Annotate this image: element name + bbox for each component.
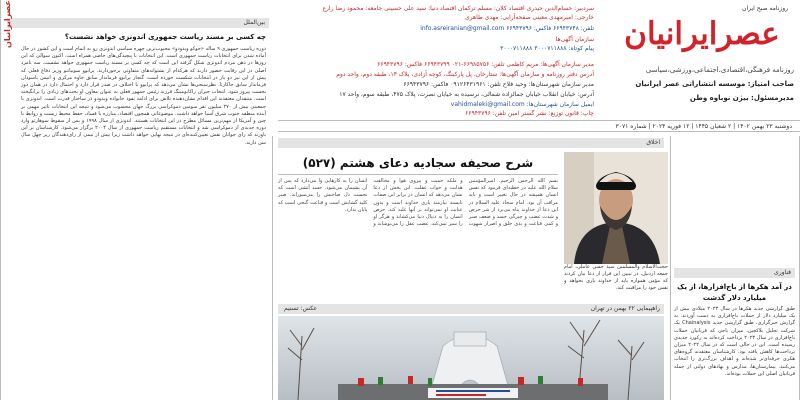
section-header-international — [7, 18, 269, 28]
section-header-technology — [674, 268, 795, 278]
credits-sms: پیام کوتاه: ۳۰۰۰۷۱۱۸۸۸ ۳۰۰۰۷۱۱۸۸۸ — [500, 45, 594, 52]
credits-address: آدرس دفتر روزنامه و سازمان آگهی‌ها: ستارخان، پل پارکینگ، کوچه آزادی، پلاک ۱۴، طبقه دوم، واحد دوم — [336, 71, 594, 78]
credits-email[interactable]: ایمیل سازمان شهرستان‌ها: vahidmaleki@gmail.com — [450, 101, 594, 108]
photo-caption: راهپیمایی ۲۲ بهمن در تهران — [590, 305, 660, 312]
article-title-indonesia[interactable]: چه کسی بر مسند ریاست جمهوری اندونزی خواهد نشست؟ — [64, 33, 266, 41]
ethics-column — [272, 136, 670, 400]
rally-image — [278, 316, 664, 400]
photo-header — [278, 304, 664, 314]
credits-editors: سردبیر: حسام‌الدین حیدری اقتصاد کلان: مسلم ترکمان اقتصاد دنیا: سید علی حسینی جامعه: محمود رضا زارع — [322, 5, 594, 12]
credits-print: چاپ: قانون توزیع: نشر گستر امین تلفن: ۶۶۹۴۳۷۹۶ — [465, 110, 594, 117]
cleric-portrait — [564, 152, 668, 264]
credits-provinces: مدیر سازمان شهرستان‌ها: وحید فلاح تلفن: ۰۹۱۲۶۴۳۱۹۶۱ فاکس: ۶۶۹۴۳۷۹۶ — [403, 81, 594, 88]
technology-column — [670, 136, 800, 400]
newspaper-logo[interactable]: عصرایرانیان — [624, 16, 780, 52]
column-divider — [272, 136, 273, 400]
article-body-indonesia: دوره ریاست جمهوری ۹ ساله «جوکو ویدودو» محبوب‌ترین چهره سیاسی اندونزی رو به اتمام است و این کشور در حال آماده شدن برای انتخابات ریاست جمهوری است. این انتخابات با پیچیدگی‌های خاصی همراه است. اکنون سوالی که این روزها در ذهن مردم اندونزی شکل گرفته این است که چه کسی بر مسند ریاست جمهوری خواهد نشست. سه نامزد اصلی در این رقابت حضور دارند که هرکدام از پشتوانه‌های متفاوتی برخوردارند. پرابوو سوبیانتو وزیر دفاع فعلی که پیش از این نیز دو بار در انتخابات شکست خورده است، گنجار پرانوو فرماندار سابق جاوه مرکزی و انیس باسودان فرماندار سابق جاکارتا. نظرسنجی‌ها نشان می‌دهد که پرابوو با اختلاف در صدر قرار دارد و احتمال دارد در همان دور نخست پیروز شود. انتخاب جبران راکابومینگ فرزند رئیس جمهور فعلی به عنوان معاون او بحث‌های زیادی را برانگیخته است. منتقدان معتقدند این اقدام نشان‌دهنده تلاش برای ادامه نفوذ خانواده ویدودو در ساختار قدرت است. اندونزی با جمعیتی بیش از ۲۷۰ میلیون نفر سومین دموکراسی بزرگ جهان محسوب می‌شود و نتیجه این انتخابات تاثیر مهمی بر آینده منطقه جنوب شرق آسیا خواهد داشت. موضوعاتی همچون اقتصاد، مبارزه با فساد، حفظ محیط زیست و روابط با چین و آمریکا از مهم‌ترین مسائل مطرح در این انتخابات هستند. اندونزی از سال ۱۹۹۸ و پس از سقوط سوهارتو وارد دوره جدیدی از دموکراسی شد و انتخابات مستقیم ریاست جمهوری از سال ۲۰۰۴ برگزار می‌شود. کارشناسان بر این باورند که رای جوانان نقش تعیین‌کننده‌ای در نتیجه نهایی خواهد داشت زیرا بیش از نیمی از رای‌دهندگان زیر چهل سال سن دارند. — [21, 46, 266, 146]
credits-staff: خارجی: امیرمهدی معینی صفحه‌آرایی: مهدی طاهری — [464, 14, 594, 21]
credits-contact[interactable]: تلفن: ۶۶۹۴۳۷۴۸ فاکس: ۶۶۹۴۳۷۹۶ info.asreiranian@gmail.com — [420, 25, 594, 32]
article-body-sahife: بسم الله الرحمن الرحیم. امیرالمؤمنین سلام الله علیه در خطبه‌ای فرمود که نفس انسان همیشه در حال تغییر است و باید مراقب آن بود. امام سجاد علیه السلام در این دعا از خداوند پناه می‌برد از شر حرص و شدت غضب و چیرگی حسد و ضعف صبر و کمی قناعت و بدی خلق و اصرار شهوت و ملکه حمیت و پیروی هوا و مخالفت هدایت و خواب غفلت. این بخش از دعا نشان می‌دهد که انسان در برابر این صفات ناپسند نیازمند یاری خداوند است و بدون عنایت او نمی‌تواند بر آنها غلبه کند. حرص انسان را به دنبال دنیا می‌کشاند و هرگز او را سیر نمی‌کند. غضب عقل را می‌پوشاند و انسان را به کارهایی وا می‌دارد که پس از آن پشیمان می‌شود. حسد آتشی است که نخست دل صاحبش را می‌سوزاند. صبر کلید گشایش است و قناعت گنجی است که پایان ندارد. — [278, 178, 558, 228]
masthead-editor: مدیرمسئول: بیژن نوباوه وطن — [689, 94, 794, 102]
credits-ads-heading: سازمان آگهی‌ها — [555, 36, 594, 43]
watermark-stamp — [1, 0, 23, 82]
stamp-text: عصرایرانیان — [3, 0, 12, 48]
article-title-ransomware[interactable]: در آمد هکرها از باج‌افزارها، از یک میلیارد دلار گذشت — [677, 283, 792, 302]
credits-box — [278, 0, 598, 136]
title-divider — [278, 174, 558, 175]
masthead-owner: صاحب امتیاز: موسسه انتشاراتی عصر ایرانیان — [635, 80, 794, 88]
article-body-ransomware: طبق گزارشی جدید هکرها در سال ۲۰۲۳ میلادی بیش از یک میلیارد دلار از حملات باج‌افزاری به دست آوردند. به گزارش خبرگزاری، طبق گزارشی جدید Chainalysis یک شرکت تحلیل بلاکچین، میزان باجی که قربانیان حملات باج‌افزاری در سال ۲۰۲۳ پرداخت کرده‌اند به رکورد جدیدی رسیده است. این در حالی است که در سال ۲۰۲۲ میزان پرداخت‌ها کاهش یافته بود. کارشناسان معتقدند گروه‌های هکری حرفه‌ای‌تر شده‌اند و اهداف بزرگ‌تری را انتخاب می‌کنند. بیمارستان‌ها، مدارس و نهادهای دولتی از جمله قربانیان اصلی این حملات بوده‌اند. — [674, 306, 795, 377]
date-bar: دوشنبه ۲۳ بهمن ۱۴۰۲ | ۲ شعبان ۱۴۴۵ | ۱۲ فوریه ۲۰۲۴ | شماره ۳۰۷۱ — [278, 120, 800, 132]
masthead-tagline: روزنامه صبح ایران — [742, 5, 788, 12]
international-column — [0, 0, 272, 400]
section-header-ethics — [278, 138, 664, 148]
masthead-topics: روزنامه فرهنگی،اقتصادی،اجتماعی،ورزشی،سیاسی — [645, 66, 794, 74]
azadi-rally-photo[interactable] — [278, 316, 664, 400]
portrait-image — [564, 152, 668, 264]
credits-ads-manager: مدیر سازمان آگهی‌ها: مریم کاظمی تلفن: ۶۶۹۸۵۷۵۶-۰۲۱ ۶۶۹۴۳۷۹۹ فاکس: ۶۶۹۴۳۷۹۶ — [377, 61, 594, 68]
section-label: فناوری — [774, 269, 791, 276]
masthead — [604, 0, 800, 136]
portrait-caption: حجت‌الاسلام والمسلمین سید حسن عاملی، امام جمعه اردبیل، در تبیین این فراز از دعا بیان کردند که مؤمن همواره باید از خداوند یاری بخواهد و نفس خود را مراقبت کند. — [564, 264, 668, 291]
article-title-sahife[interactable]: شرح صحیفه سجادیه دعای هشتم (۵۲۷) — [302, 156, 534, 170]
section-label: اخلاق — [646, 139, 660, 146]
section-label: بین‌الملل — [243, 19, 265, 26]
credits-provinces-address: آدرس: خیابان انقلاب خیابان جمالزاده شمالی، نرسیده به خیابان نصرت، پلاک ۴۷۵، طبقه سوم، واحد ۱۷ — [339, 91, 594, 98]
photo-credit: عکس: تسنیم — [284, 305, 318, 312]
